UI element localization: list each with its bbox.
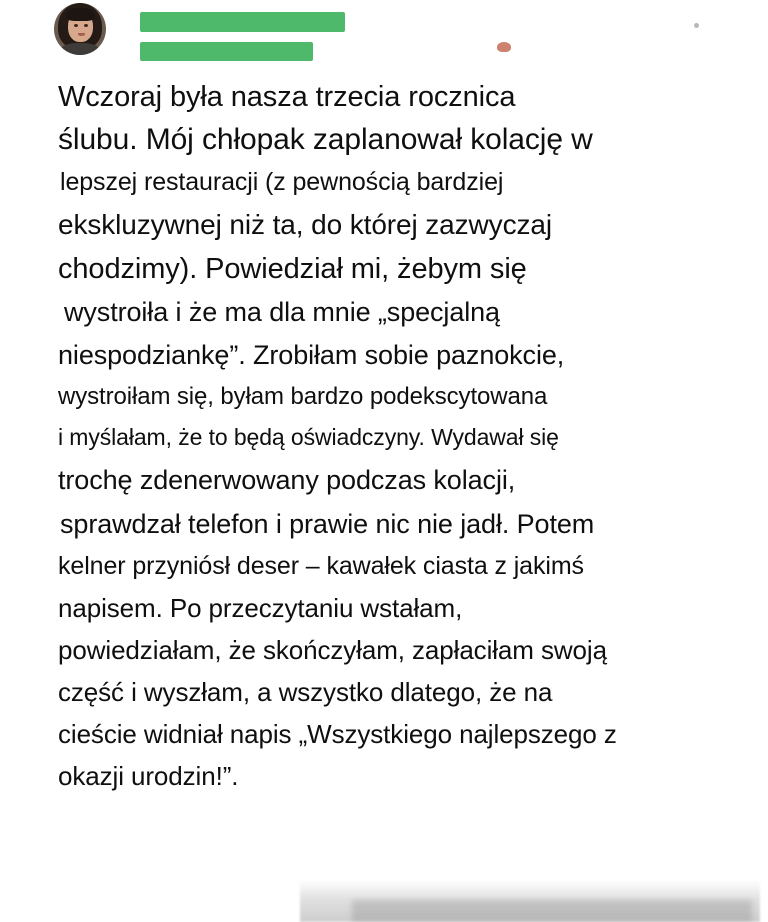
post-text-line: lepszej restauracji (z pewnością bardziej [60,168,504,196]
post-text-line: kelner przyniósł deser – kawałek ciasta z jakimś [58,552,584,580]
post-text-line: powiedziałam, że skończyłam, zapłaciłam swoją [58,635,607,665]
post-text-line: trochę zdenerwowany podczas kolacji, [58,465,516,495]
post-text-line: chodzimy). Powiedział mi, żebym się [58,253,527,285]
redacted-username-bar-2 [140,42,313,61]
avatar-mouth-icon [78,33,85,36]
artifact-dot-icon [694,23,699,28]
post-text-line: część i wyszłam, a wszystko dlatego, że na [58,677,553,707]
artifact-mark-icon [497,42,511,52]
post-text-line: napisem. Po przeczytaniu wstałam, [58,593,463,623]
post-text [0,76,768,797]
post-text-line: ekskluzywnej niż ta, do której zazwyczaj [58,209,552,240]
post-text-line: niespodziankę”. Zrobiłam sobie paznokcie, [58,340,565,370]
post-text-line: wystroiła i że ma dla mnie „specjalną [64,297,500,327]
post-header [0,0,768,76]
post-text-line: Wczoraj była nasza trzecia rocznica [58,81,516,113]
post-text-line: wystroiłam się, byłam bardzo podekscytowana [58,383,548,410]
avatar-fringe-icon [66,8,95,21]
post-text-line: okazji urodzin!”. [58,761,239,791]
avatar-body-icon [60,43,100,55]
post-text-line: sprawdzał telefon i prawie nic nie jadł. Potem [60,509,595,539]
avatar-eye-right-icon [84,24,88,27]
redacted-username-bar-1 [140,12,345,32]
avatar-eye-left-icon [74,24,78,27]
bottom-artifact [300,880,760,922]
post-text-line: cieście widniał napis „Wszystkiego najlepszego z [58,719,617,749]
post-text-line: ślubu. Mój chłopak zaplanował kolację w [58,123,593,156]
avatar[interactable] [54,3,106,55]
post-text-line: i myślałam, że to będą oświadczyny. Wydawał się [58,424,559,450]
bottom-artifact-secondary [352,900,752,922]
